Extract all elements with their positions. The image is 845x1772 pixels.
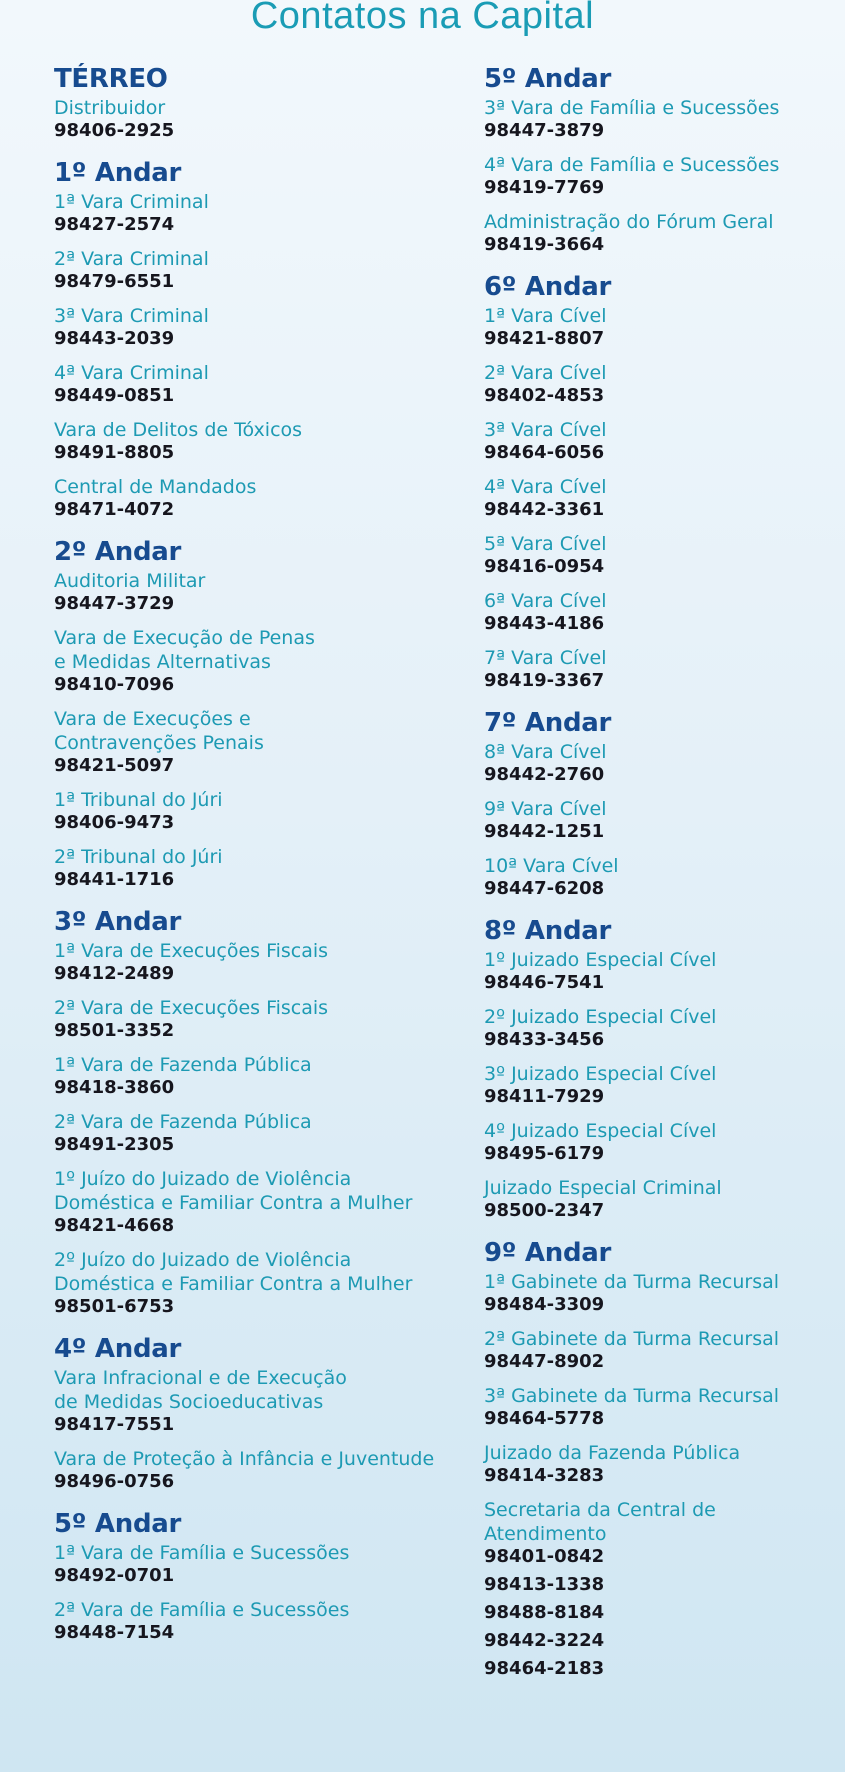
unit-name: 2ª Tribunal do Júri xyxy=(54,846,223,868)
phone-number[interactable]: 98417-7551 xyxy=(54,1414,175,1435)
unit-name: 2ª Vara de Fazenda Pública xyxy=(54,1111,312,1133)
contact-entry xyxy=(484,854,829,900)
left-column xyxy=(54,64,454,1660)
phone-number[interactable]: 98492-0701 xyxy=(54,1565,175,1586)
unit-name: 7ª Vara Cível xyxy=(484,647,607,669)
phone-number[interactable]: 98447-3729 xyxy=(54,593,175,614)
phone-number[interactable]: 98464-5778 xyxy=(484,1408,605,1429)
unit-name: 2ª Gabinete da Turma Recursal xyxy=(484,1328,780,1350)
contact-entry xyxy=(484,646,829,692)
contact-entry xyxy=(484,153,829,199)
contact-entry xyxy=(54,1248,454,1318)
floor-heading: 9º Andar xyxy=(484,1238,612,1268)
phone-number[interactable]: 98446-7541 xyxy=(484,972,605,993)
phone-list xyxy=(484,1546,829,1680)
floor-heading: 5º Andar xyxy=(484,64,612,94)
contact-entry xyxy=(484,948,829,994)
unit-name: Central de Mandados xyxy=(54,476,257,498)
contact-entry xyxy=(54,707,454,777)
unit-name: 9ª Vara Cível xyxy=(484,798,607,820)
contact-entry xyxy=(54,1366,454,1436)
phone-number[interactable]: 98427-2574 xyxy=(54,214,175,235)
contact-entry xyxy=(484,1005,829,1051)
floor-section xyxy=(484,64,829,256)
floor-heading: 5º Andar xyxy=(54,1509,182,1539)
phone-number[interactable]: 98419-3664 xyxy=(484,234,605,255)
phone-number[interactable]: 98410-7096 xyxy=(54,674,175,695)
floor-section xyxy=(484,708,829,900)
floor-heading: 8º Andar xyxy=(484,916,612,946)
phone-number[interactable]: 98495-6179 xyxy=(484,1143,605,1164)
contact-entry xyxy=(484,475,829,521)
unit-name: 3ª Vara Cível xyxy=(484,419,607,441)
contact-entry xyxy=(54,1167,454,1237)
phone-number[interactable]: 98491-8805 xyxy=(54,442,175,463)
phone-number[interactable]: 98406-2925 xyxy=(54,120,175,141)
phone-number[interactable]: 98443-2039 xyxy=(54,328,175,349)
contact-entry xyxy=(484,1119,829,1165)
phone-number[interactable]: 98443-4186 xyxy=(484,613,605,634)
unit-name: 3ª Vara de Família e Sucessões xyxy=(484,97,780,119)
contact-entry xyxy=(484,210,829,256)
unit-name: 1ª Gabinete da Turma Recursal xyxy=(484,1271,780,1293)
phone-number[interactable]: 98491-2305 xyxy=(54,1134,175,1155)
contact-entry xyxy=(484,1270,829,1316)
contact-entry xyxy=(484,1384,829,1430)
unit-name: 2ª Vara Criminal xyxy=(54,248,209,270)
unit-name: 1ª Vara de Família e Sucessões xyxy=(54,1542,350,1564)
contact-entry xyxy=(484,1441,829,1487)
unit-name: 4ª Vara Cível xyxy=(484,476,607,498)
contact-entry xyxy=(54,626,454,696)
floor-heading: 2º Andar xyxy=(54,537,182,567)
phone-number[interactable]: 98501-3352 xyxy=(54,1020,175,1041)
unit-name: Vara Infracional e de Execução de Medidas Socioeducativas xyxy=(54,1367,347,1413)
phone-number[interactable]: 98500-2347 xyxy=(484,1200,605,1221)
phone-number[interactable]: 98488-8184 xyxy=(484,1602,605,1623)
unit-name: 4º Juizado Especial Cível xyxy=(484,1120,717,1142)
unit-name: 1º Juízo do Juizado de Violência Doméstica e Familiar Contra a Mulher xyxy=(54,1168,413,1214)
phone-number[interactable]: 98479-6551 xyxy=(54,271,175,292)
phone-number[interactable]: 98401-0842 xyxy=(484,1546,605,1567)
contact-entry xyxy=(484,1062,829,1108)
contact-entry xyxy=(54,569,454,615)
unit-name: 2ª Vara de Execuções Fiscais xyxy=(54,997,329,1019)
phone-number[interactable]: 98402-4853 xyxy=(484,385,605,406)
floor-section xyxy=(54,1334,454,1493)
contact-entry xyxy=(54,361,454,407)
floor-heading: 3º Andar xyxy=(54,907,182,937)
contact-entry xyxy=(54,418,454,464)
phone-number[interactable]: 98419-3367 xyxy=(484,670,605,691)
contact-entry xyxy=(54,788,454,834)
unit-name: 3ª Gabinete da Turma Recursal xyxy=(484,1385,780,1407)
contact-entry xyxy=(54,1110,454,1156)
phone-number[interactable]: 98421-8807 xyxy=(484,328,605,349)
unit-name: Secretaria da Central de Atendimento xyxy=(484,1499,716,1545)
phone-number[interactable]: 98419-7769 xyxy=(484,177,605,198)
phone-number[interactable]: 98464-2183 xyxy=(484,1658,605,1679)
unit-name: 10ª Vara Cível xyxy=(484,855,619,877)
phone-number[interactable]: 98464-6056 xyxy=(484,442,605,463)
floor-heading: 7º Andar xyxy=(484,708,612,738)
unit-name: Juizado Especial Criminal xyxy=(484,1177,722,1199)
unit-name: 1º Juizado Especial Cível xyxy=(484,949,717,971)
contact-entry xyxy=(54,1053,454,1099)
contact-entry xyxy=(54,845,454,891)
contact-entry xyxy=(484,96,829,142)
floor-heading: 4º Andar xyxy=(54,1334,182,1364)
contact-entry xyxy=(484,1327,829,1373)
phone-number[interactable]: 98449-0851 xyxy=(54,385,175,406)
phone-number[interactable]: 98433-3456 xyxy=(484,1029,605,1050)
unit-name: 8ª Vara Cível xyxy=(484,741,607,763)
phone-number[interactable]: 98416-0954 xyxy=(484,556,605,577)
contact-entry xyxy=(54,996,454,1042)
floor-section xyxy=(484,1238,829,1680)
phone-number[interactable]: 98412-2489 xyxy=(54,963,175,984)
contact-entry xyxy=(484,797,829,843)
phone-number[interactable]: 98414-3283 xyxy=(484,1465,605,1486)
phone-number[interactable]: 98421-5097 xyxy=(54,755,175,776)
contact-entry xyxy=(484,1498,829,1680)
contact-entry xyxy=(484,361,829,407)
unit-name: Distribuidor xyxy=(54,97,166,119)
unit-name: 3ª Vara Criminal xyxy=(54,305,209,327)
contact-entry xyxy=(484,740,829,786)
phone-number[interactable]: 98501-6753 xyxy=(54,1296,175,1317)
floor-section xyxy=(54,158,454,521)
unit-name: 2ª Vara de Família e Sucessões xyxy=(54,1599,350,1621)
contact-entry xyxy=(484,589,829,635)
unit-name: 1ª Vara de Fazenda Pública xyxy=(54,1054,312,1076)
right-column xyxy=(484,64,829,1696)
phone-number[interactable]: 98484-3309 xyxy=(484,1294,605,1315)
phone-number[interactable]: 98442-3361 xyxy=(484,499,605,520)
unit-name: 3º Juizado Especial Cível xyxy=(484,1063,717,1085)
floor-heading: TÉRREO xyxy=(54,64,168,94)
contact-entry xyxy=(54,939,454,985)
floor-heading: 1º Andar xyxy=(54,158,182,188)
contact-entry xyxy=(54,1598,454,1644)
contact-entry xyxy=(54,304,454,350)
unit-name: 2º Juízo do Juizado de Violência Doméstica e Familiar Contra a Mulher xyxy=(54,1249,413,1295)
contact-entry xyxy=(484,418,829,464)
floor-section xyxy=(54,64,454,142)
unit-name: Juizado da Fazenda Pública xyxy=(484,1442,741,1464)
phone-number[interactable]: 98421-4668 xyxy=(54,1215,175,1236)
unit-name: 4ª Vara de Família e Sucessões xyxy=(484,154,780,176)
phone-number[interactable]: 98442-3224 xyxy=(484,1630,605,1651)
contact-entry xyxy=(484,532,829,578)
phone-number[interactable]: 98413-1338 xyxy=(484,1574,605,1595)
unit-name: 6ª Vara Cível xyxy=(484,590,607,612)
phone-number[interactable]: 98496-0756 xyxy=(54,1471,175,1492)
phone-number[interactable]: 98406-9473 xyxy=(54,812,175,833)
phone-number[interactable]: 98448-7154 xyxy=(54,1622,175,1643)
floor-section xyxy=(54,907,454,1318)
page-title: Contatos na Capital xyxy=(250,0,595,37)
contact-entry xyxy=(54,247,454,293)
unit-name: Vara de Execução de Penas e Medidas Alternativas xyxy=(54,627,315,673)
floor-heading: 6º Andar xyxy=(484,272,612,302)
unit-name: 2ª Vara Cível xyxy=(484,362,607,384)
contact-entry xyxy=(54,1447,454,1493)
floor-section xyxy=(484,272,829,692)
unit-name: Vara de Execuções e Contravenções Penais xyxy=(54,708,264,754)
contact-entry xyxy=(54,190,454,236)
unit-name: Vara de Delitos de Tóxicos xyxy=(54,419,303,441)
unit-name: 1ª Vara Criminal xyxy=(54,191,209,213)
floor-section xyxy=(54,1509,454,1644)
unit-name: 1ª Tribunal do Júri xyxy=(54,789,223,811)
phone-number[interactable]: 98447-3879 xyxy=(484,120,605,141)
floor-section xyxy=(54,537,454,891)
phone-number[interactable]: 98447-6208 xyxy=(484,878,605,899)
unit-name: 1ª Vara de Execuções Fiscais xyxy=(54,940,329,962)
phone-number[interactable]: 98418-3860 xyxy=(54,1077,175,1098)
phone-number[interactable]: 98441-1716 xyxy=(54,869,175,890)
unit-name: Auditoria Militar xyxy=(54,570,206,592)
phone-number[interactable]: 98447-8902 xyxy=(484,1351,605,1372)
unit-name: Vara de Proteção à Infância e Juventude xyxy=(54,1448,435,1470)
contact-entry xyxy=(54,1541,454,1587)
floor-section xyxy=(484,916,829,1222)
contact-entry xyxy=(484,1176,829,1222)
unit-name: 2º Juizado Especial Cível xyxy=(484,1006,717,1028)
phone-number[interactable]: 98442-1251 xyxy=(484,821,605,842)
contact-entry xyxy=(54,96,454,142)
phone-number[interactable]: 98411-7929 xyxy=(484,1086,605,1107)
phone-number[interactable]: 98471-4072 xyxy=(54,499,175,520)
unit-name: 5ª Vara Cível xyxy=(484,533,607,555)
unit-name: Administração do Fórum Geral xyxy=(484,211,774,233)
unit-name: 4ª Vara Criminal xyxy=(54,362,209,384)
contact-entry xyxy=(484,304,829,350)
unit-name: 1ª Vara Cível xyxy=(484,305,607,327)
phone-number[interactable]: 98442-2760 xyxy=(484,764,605,785)
contact-entry xyxy=(54,475,454,521)
